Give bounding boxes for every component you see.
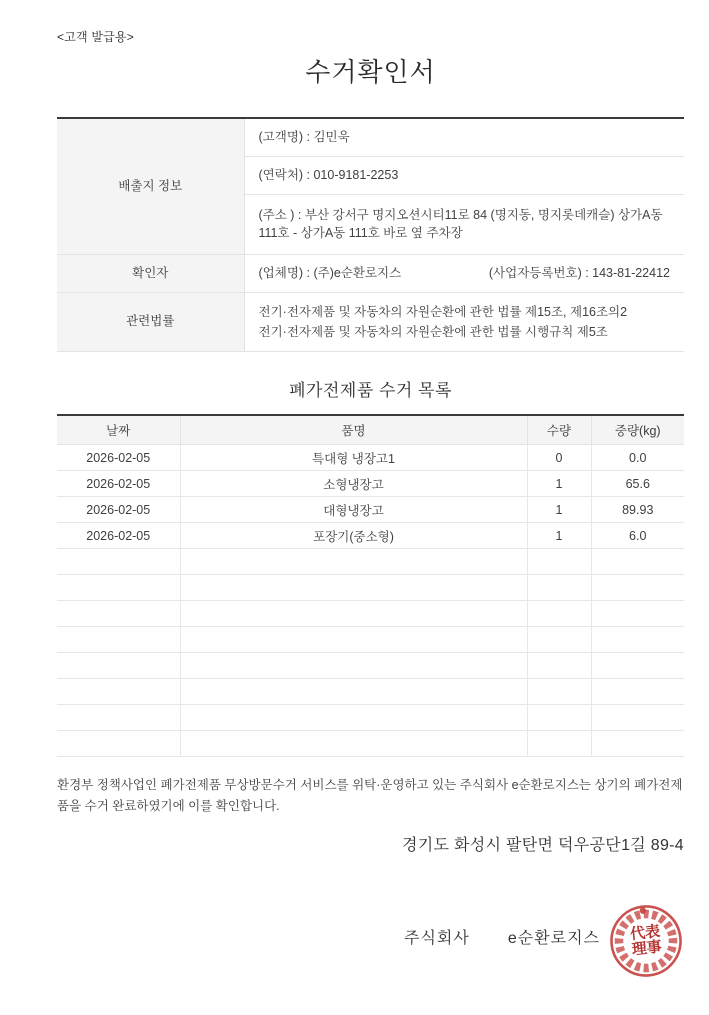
- cell-date: 2026-02-05: [57, 445, 180, 471]
- collection-list-title: 폐가전제품 수거 목록: [289, 380, 452, 400]
- empty-table-row: [57, 705, 684, 731]
- empty-table-row: [57, 575, 684, 601]
- column-header-date: 날짜: [57, 415, 180, 445]
- business-number-field: (사업자등록번호) : 143-81-22412: [488, 266, 670, 280]
- cell-qty: 0: [527, 445, 591, 471]
- empty-table-row: [57, 627, 684, 653]
- empty-table-row: [57, 653, 684, 679]
- empty-table-row: [57, 679, 684, 705]
- table-row: [57, 523, 684, 549]
- collection-list-table: [57, 414, 684, 758]
- table-header-row: [57, 415, 684, 445]
- address-cell: (주소 ) : 부산 강서구 명지오션시티11로 84 (명지동, 명지롯데캐슬) 상가A동 111호 - 상가A동 111호 바로 옆 주차장: [244, 194, 684, 255]
- svg-text:代表: 代表: [629, 921, 661, 943]
- cell-qty: 1: [527, 497, 591, 523]
- column-header-qty: 수량: [527, 415, 591, 445]
- cell-date: 2026-02-05: [57, 497, 180, 523]
- cell-item: 특대형 냉장고1: [180, 445, 527, 471]
- discharge-info-label: 배출지 정보: [57, 118, 244, 255]
- cell-weight: 89.93: [591, 497, 684, 523]
- cell-weight: 65.6: [591, 471, 684, 497]
- table-row: [57, 118, 684, 156]
- confirmer-cell: [244, 255, 684, 293]
- company-name: e순환로지스: [507, 930, 600, 947]
- law-cell: [244, 292, 684, 351]
- corporate-seal-stamp: [608, 903, 684, 979]
- svg-text:理事: 理事: [630, 936, 663, 958]
- empty-table-row: [57, 731, 684, 757]
- table-row: [57, 255, 684, 293]
- confirmer-label: 확인자: [57, 255, 244, 293]
- law-line-1: 전기·전자제품 및 자동차의 자원순환에 관한 법률 제15조, 제16조의2: [258, 304, 628, 319]
- empty-table-row: [57, 549, 684, 575]
- contact-cell: (연락처) : 010-9181-2253: [244, 156, 684, 194]
- signature-row: [57, 899, 684, 975]
- cell-item: 소형냉장고: [180, 471, 527, 497]
- column-header-item: 품명: [180, 415, 527, 445]
- page-title: 수거확인서: [305, 57, 436, 87]
- company-type: 주식회사: [403, 930, 470, 947]
- company-address: 경기도 화성시 팔탄면 덕우공단1길 89-4: [402, 836, 684, 854]
- cell-weight: 6.0: [591, 523, 684, 549]
- company-field: (업체명) : (주)e순환로지스: [258, 266, 402, 280]
- empty-table-row: [57, 601, 684, 627]
- document-content: [57, 28, 684, 975]
- cell-item: 포장기(중소형): [180, 523, 527, 549]
- law-label: 관련법률: [57, 292, 244, 351]
- column-header-weight: 중량(kg): [591, 415, 684, 445]
- cell-qty: 1: [527, 471, 591, 497]
- table-row: [57, 497, 684, 523]
- issue-tag: <고객 발급용>: [57, 30, 134, 44]
- table-row: [57, 471, 684, 497]
- table-row: [57, 445, 684, 471]
- cell-qty: 1: [527, 523, 591, 549]
- table-row: [57, 292, 684, 351]
- seal-icon: [608, 903, 684, 979]
- cell-date: 2026-02-05: [57, 471, 180, 497]
- cell-item: 대형냉장고: [180, 497, 527, 523]
- discharge-info-table: [57, 117, 684, 352]
- cell-date: 2026-02-05: [57, 523, 180, 549]
- law-line-2: 전기·전자제품 및 자동차의 자원순환에 관한 법률 시행규칙 제5조: [258, 324, 608, 339]
- cell-weight: 0.0: [591, 445, 684, 471]
- customer-name-cell: (고객명) : 김민욱: [244, 118, 684, 156]
- confirmation-statement: 환경부 정책사업인 폐가전제품 무상방문수거 서비스를 위탁·운영하고 있는 주식회사 e순환로지스는 상기의 폐가전제품을 수거 완료하였기에 이를 확인합니다.: [57, 778, 683, 813]
